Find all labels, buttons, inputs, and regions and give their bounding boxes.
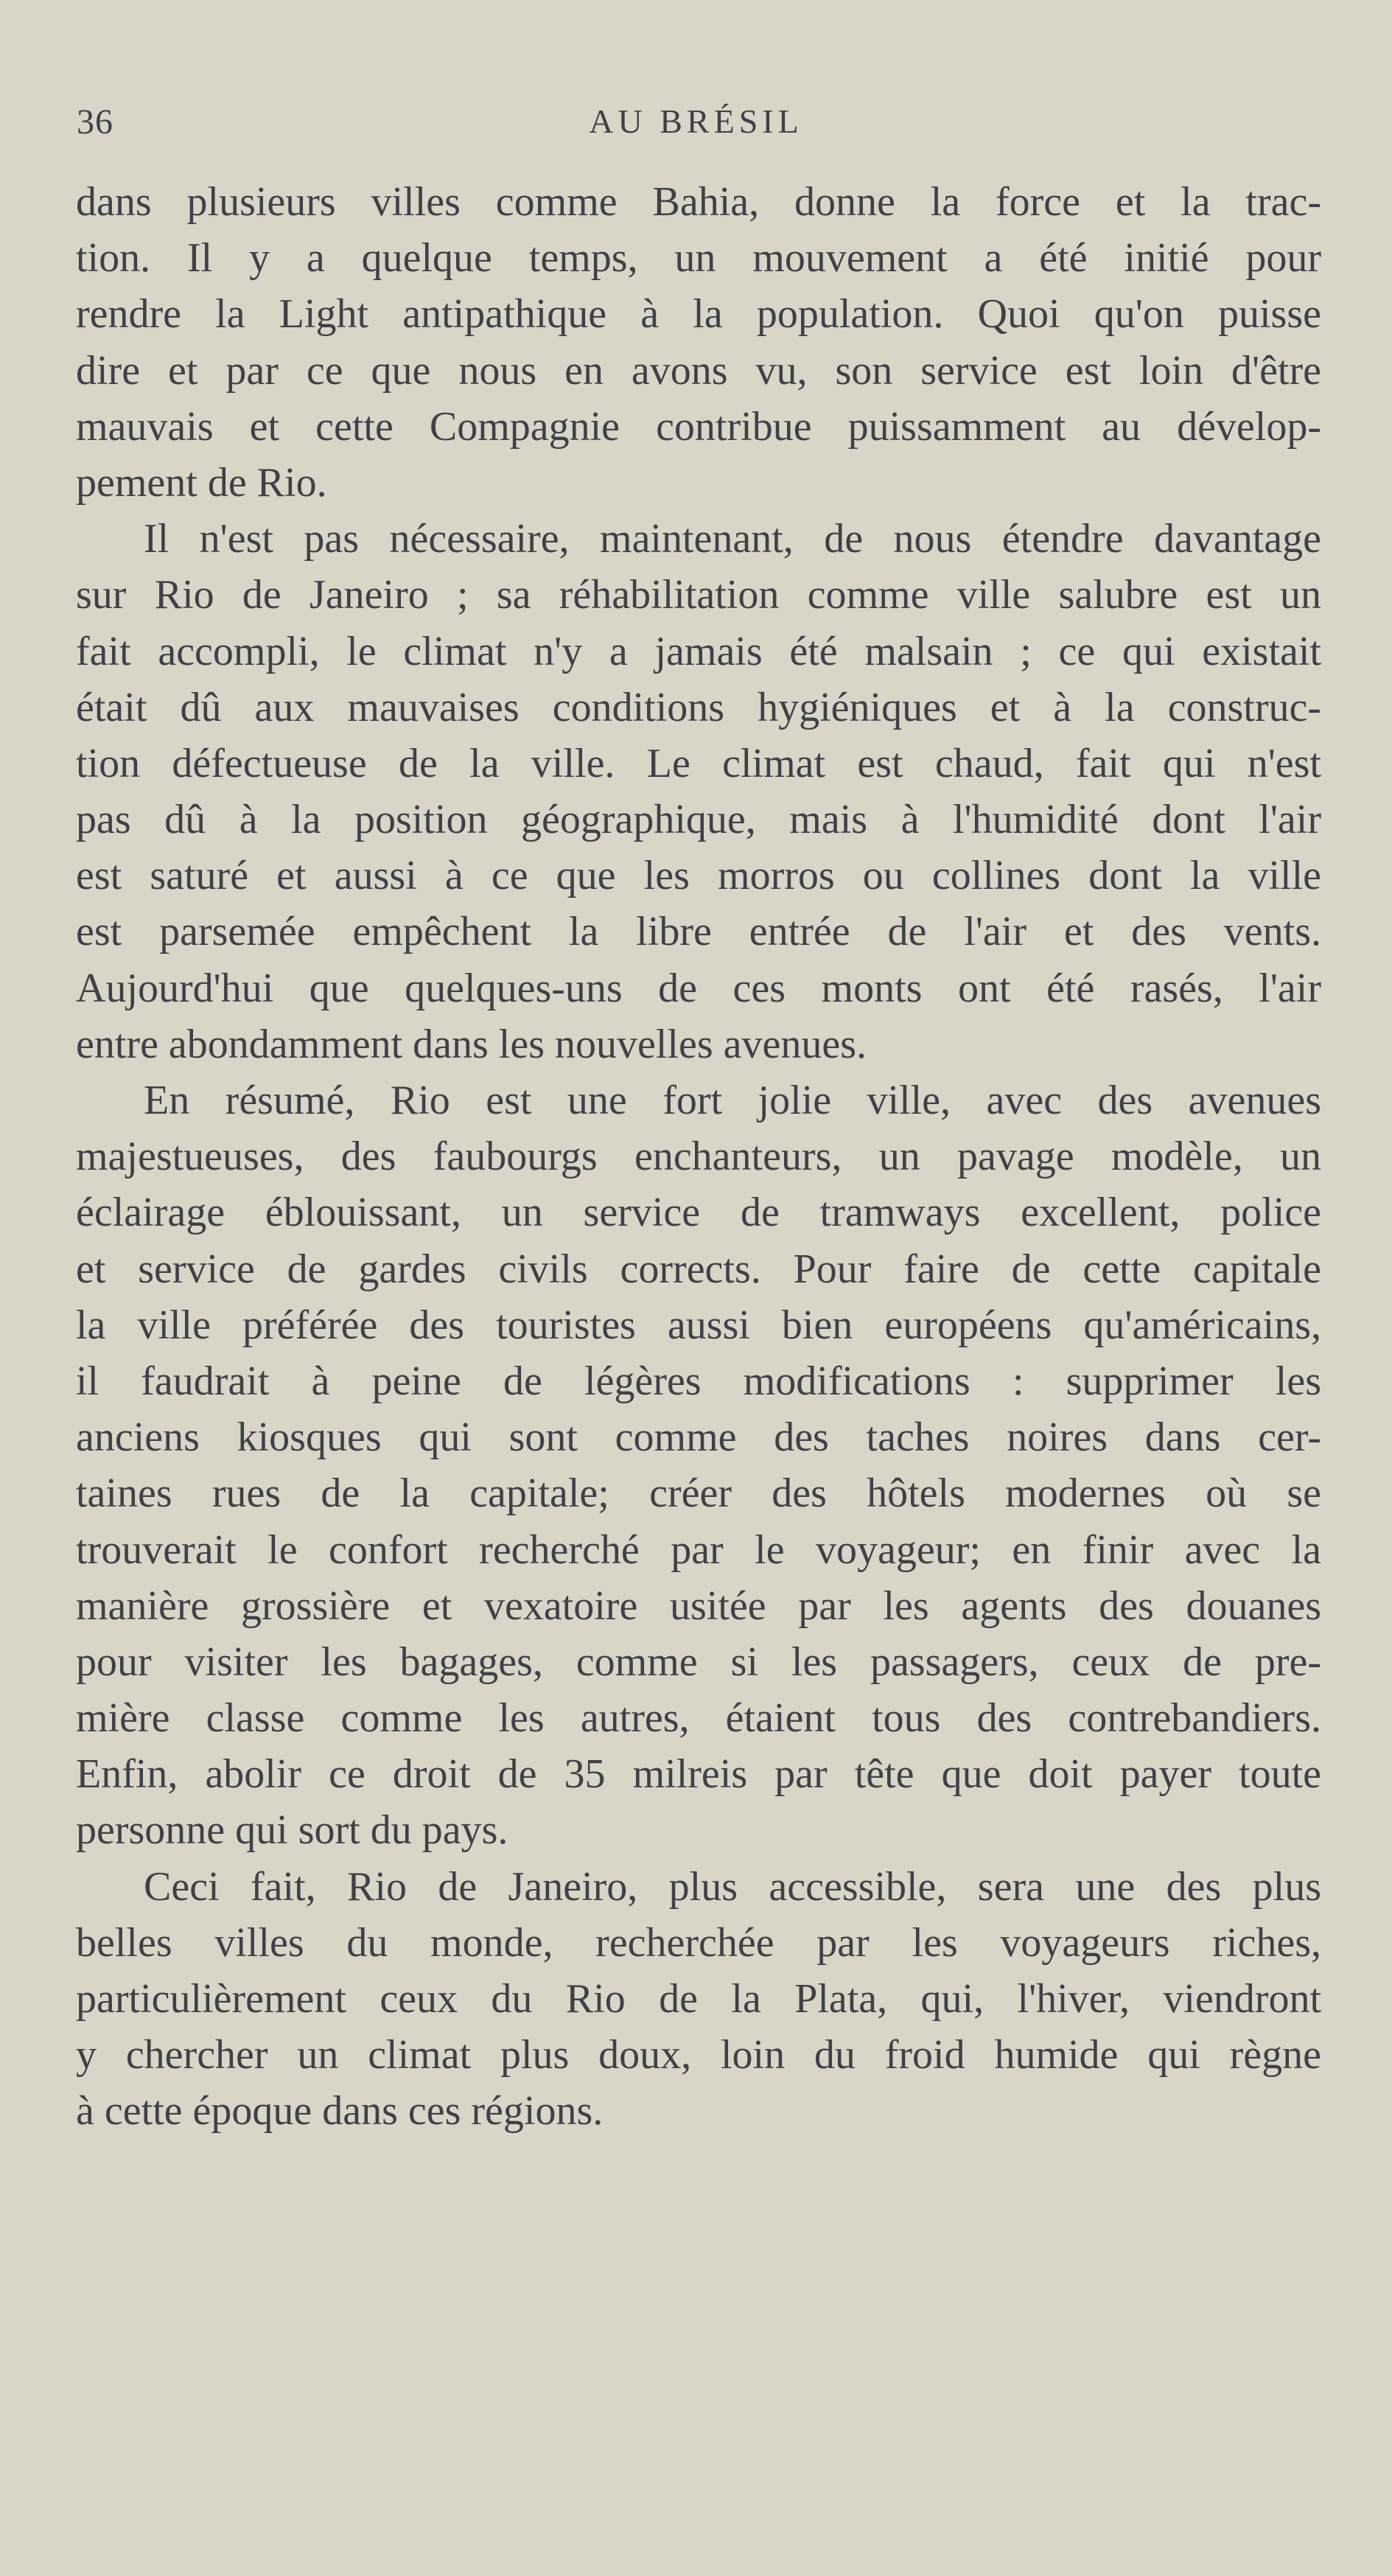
text-line: il faudrait à peine de légères modifications : supprimer les	[76, 1358, 1321, 1404]
text-line: pas dû à la position géographique, mais à l'humidité dont l'air	[76, 797, 1321, 843]
text-line: dire et par ce que nous en avons vu, son service est loin d'être	[76, 347, 1321, 394]
text-line: y chercher un climat plus doux, loin du froid humide qui règne	[76, 2032, 1321, 2078]
text-line: Aujourd'hui que quelques-uns de ces monts ont été rasés, l'air	[76, 965, 1321, 1011]
body-text	[76, 174, 1321, 2140]
text-line: la ville préférée des touristes aussi bien européens qu'américains,	[76, 1302, 1321, 1348]
page-header	[0, 102, 1392, 146]
text-line: fait accompli, le climat n'y a jamais été malsain ; ce qui existait	[76, 628, 1321, 674]
text-line: tion. Il y a quelque temps, un mouvement a été initié pour	[76, 235, 1321, 282]
text-line: particulièrement ceux du Rio de la Plata, qui, l'hiver, viendront	[76, 1976, 1321, 2022]
text-line: anciens kiosques qui sont comme des taches noires dans cer-	[76, 1414, 1321, 1461]
text-line: et service de gardes civils corrects. Pour faire de cette capitale	[76, 1246, 1321, 1292]
text-line: éclairage éblouissant, un service de tramways excellent, police	[76, 1190, 1321, 1236]
text-line: Il n'est pas nécessaire, maintenant, de nous étendre davantage	[144, 516, 1321, 562]
text-line: belles villes du monde, recherchée par les voyageurs riches,	[76, 1919, 1321, 1966]
text-line: pour visiter les bagages, comme si les passagers, ceux de pre-	[76, 1638, 1321, 1685]
text-line: est parsemée empêchent la libre entrée de l'air et des vents.	[76, 909, 1321, 955]
text-line: mière classe comme les autres, étaient tous des contrebandiers.	[76, 1695, 1321, 1742]
page-number: 36	[77, 102, 113, 142]
text-line: dans plusieurs villes comme Bahia, donne la force et la trac-	[76, 179, 1321, 225]
text-line: mauvais et cette Compagnie contribue puissamment au dévelop-	[76, 403, 1321, 450]
text-line: entre abondamment dans les nouvelles avenues.	[76, 1021, 867, 1067]
text-line: tion défectueuse de la ville. Le climat est chaud, fait qui n'est	[76, 740, 1321, 786]
text-line: majestueuses, des faubourgs enchanteurs, un pavage modèle, un	[76, 1134, 1321, 1180]
text-line: était dû aux mauvaises conditions hygiéniques et à la construc-	[76, 684, 1321, 730]
text-line: manière grossière et vexatoire usitée par les agents des douanes	[76, 1582, 1321, 1629]
text-line: rendre la Light antipathique à la population. Quoi qu'on puisse	[76, 291, 1321, 338]
text-line: trouverait le confort recherché par le voyageur; en finir avec la	[76, 1526, 1321, 1573]
text-line: taines rues de la capitale; créer des hôtels modernes où se	[76, 1470, 1321, 1517]
text-line: à cette époque dans ces régions.	[76, 2088, 604, 2135]
text-line: personne qui sort du pays.	[76, 1807, 508, 1854]
text-line: sur Rio de Janeiro ; sa réhabilitation comme ville salubre est un	[76, 572, 1321, 618]
text-line: pement de Rio.	[76, 459, 327, 506]
text-line: En résumé, Rio est une fort jolie ville, avec des avenues	[144, 1078, 1321, 1123]
text-line: Ceci fait, Rio de Janeiro, plus accessible, sera une des plus	[144, 1863, 1321, 1910]
text-line: Enfin, abolir ce droit de 35 milreis par tête que doit payer toute	[76, 1751, 1321, 1798]
text-line: est saturé et aussi à ce que les morros ou collines dont la ville	[76, 853, 1321, 899]
running-title: AU BRÉSIL	[589, 102, 803, 140]
